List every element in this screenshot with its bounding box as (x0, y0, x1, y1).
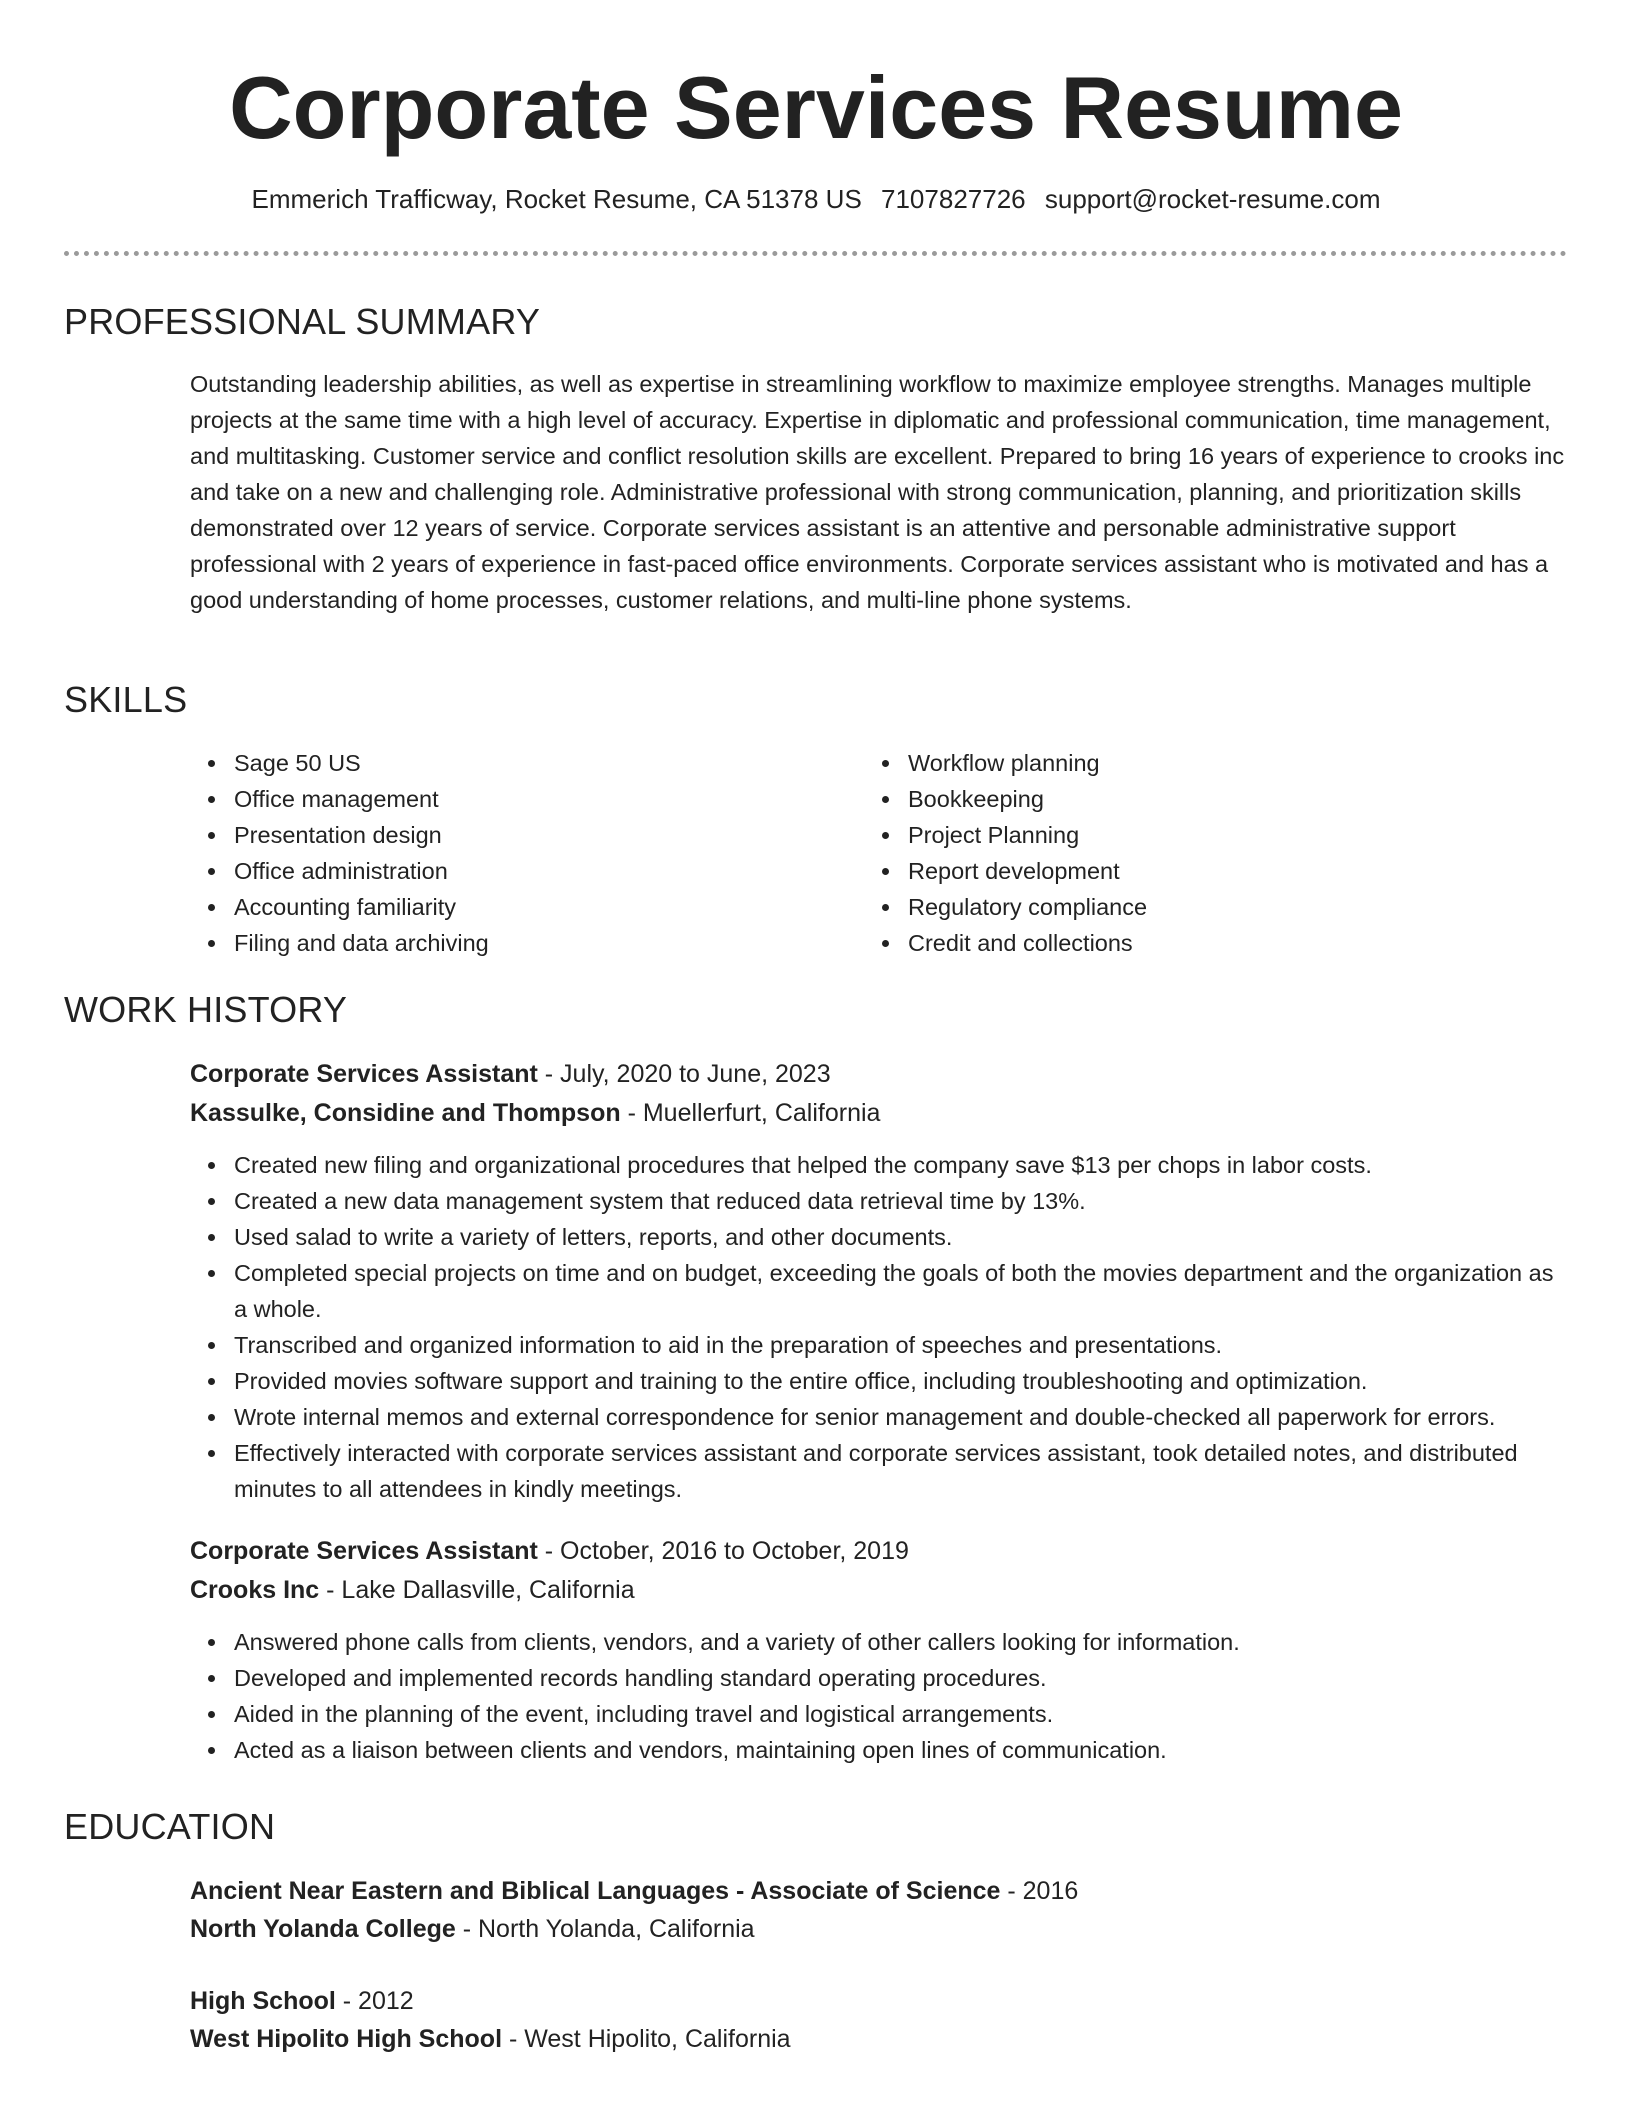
job-bullet: Provided movies software support and training to the entire office, including troubleshooting and optimization. (190, 1363, 1570, 1399)
job-dates: - July, 2020 to June, 2023 (537, 1060, 831, 1088)
skill-item: Presentation design (190, 817, 830, 853)
education-degree: Ancient Near Eastern and Biblical Languages - Associate of Science (190, 1877, 1001, 1905)
job-bullets (190, 1147, 1570, 1507)
skill-item: Sage 50 US (190, 745, 830, 781)
education-location: - West Hipolito, California (502, 2025, 791, 2053)
job-bullet: Answered phone calls from clients, vendors, and a variety of other callers looking for information. (190, 1624, 1570, 1660)
job-title: Corporate Services Assistant (190, 1060, 538, 1088)
summary-heading: PROFESSIONAL SUMMARY (64, 301, 541, 342)
resume-title: Corporate Services Resume (229, 58, 1403, 157)
skill-item: Project Planning (864, 817, 1564, 853)
work-heading: WORK HISTORY (64, 989, 348, 1030)
education-degree: High School (190, 1987, 336, 2015)
job-bullet: Completed special projects on time and on budget, exceeding the goals of both the movies department and the organization as a whole. (190, 1255, 1570, 1327)
contact-email[interactable]: support@rocket-resume.com (1044, 184, 1381, 214)
education-school: North Yolanda College (190, 1915, 456, 1943)
skill-item: Filing and data archiving (190, 925, 830, 961)
job-title: Corporate Services Assistant (190, 1537, 538, 1565)
job-bullet: Developed and implemented records handling standard operating procedures. (190, 1660, 1570, 1696)
education-school-line (190, 1911, 755, 1947)
header-divider (64, 251, 1567, 256)
job-title-line (190, 1533, 909, 1569)
skills-list-left (190, 745, 830, 961)
education-school: West Hipolito High School (190, 2025, 503, 2053)
job-bullet: Created a new data management system that reduced data retrieval time by 13%. (190, 1183, 1570, 1219)
job-bullet: Used salad to write a variety of letters, reports, and other documents. (190, 1219, 1570, 1255)
education-heading: EDUCATION (64, 1806, 276, 1847)
job-bullet: Transcribed and organized information to aid in the preparation of speeches and presentations. (190, 1327, 1570, 1363)
job-title-line (190, 1056, 831, 1092)
job-company: Kassulke, Considine and Thompson (190, 1099, 621, 1127)
skill-item: Office administration (190, 853, 830, 889)
job-location: - Muellerfurt, California (620, 1099, 881, 1127)
job-company: Crooks Inc (190, 1576, 320, 1604)
skill-item: Credit and collections (864, 925, 1564, 961)
job-bullet: Wrote internal memos and external correspondence for senior management and double-checked all paperwork for errors. (190, 1399, 1570, 1435)
education-year: - 2016 (1000, 1877, 1079, 1905)
skills-heading: SKILLS (64, 679, 188, 720)
contact-line (0, 182, 1632, 216)
job-company-line (190, 1572, 635, 1608)
skill-item: Office management (190, 781, 830, 817)
job-bullet: Acted as a liaison between clients and vendors, maintaining open lines of communication. (190, 1732, 1570, 1768)
education-year: - 2012 (335, 1987, 414, 2015)
job-bullet: Effectively interacted with corporate services assistant and corporate services assistant, took detailed notes, and distributed minutes to all attendees in kindly meetings. (190, 1435, 1570, 1507)
summary-text: Outstanding leadership abilities, as well as expertise in streamlining workflow to maximize employee strengths. Manages multiple projects at the same time with a high level of accuracy. Expertise in diplomatic and professional communication, time management, and multitasking. Customer service and conflict resolution skills are excellent. Prepared to bring 16 years of experience to crooks inc and take on a new and challenging role. Administrative professional with strong communication, planning, and prioritization skills demonstrated over 12 years of service. Corporate services assistant is an attentive and personable administrative support professional with 2 years of experience in fast-paced office environments. Corporate services assistant who is motivated and has a good understanding of home processes, customer relations, and multi-line phone systems. (190, 371, 1565, 613)
education-school-line (190, 2021, 791, 2057)
education-degree-line (190, 1873, 1078, 1909)
skill-item: Workflow planning (864, 745, 1564, 781)
skills-list-right (864, 745, 1564, 961)
job-location: - Lake Dallasville, California (319, 1576, 635, 1604)
job-dates: - October, 2016 to October, 2019 (537, 1537, 909, 1565)
job-bullets (190, 1624, 1570, 1768)
skill-item: Regulatory compliance (864, 889, 1564, 925)
contact-address: Emmerich Trafficway, Rocket Resume, CA 51378 US (251, 184, 862, 214)
skill-item: Accounting familiarity (190, 889, 830, 925)
job-bullet: Aided in the planning of the event, including travel and logistical arrangements. (190, 1696, 1570, 1732)
job-company-line (190, 1095, 880, 1131)
education-location: - North Yolanda, California (455, 1915, 755, 1943)
contact-phone[interactable]: 7107827726 (881, 184, 1026, 214)
skill-item: Report development (864, 853, 1564, 889)
education-degree-line (190, 1983, 414, 2019)
job-bullet: Created new filing and organizational procedures that helped the company save $13 per chops in labor costs. (190, 1147, 1570, 1183)
skill-item: Bookkeeping (864, 781, 1564, 817)
